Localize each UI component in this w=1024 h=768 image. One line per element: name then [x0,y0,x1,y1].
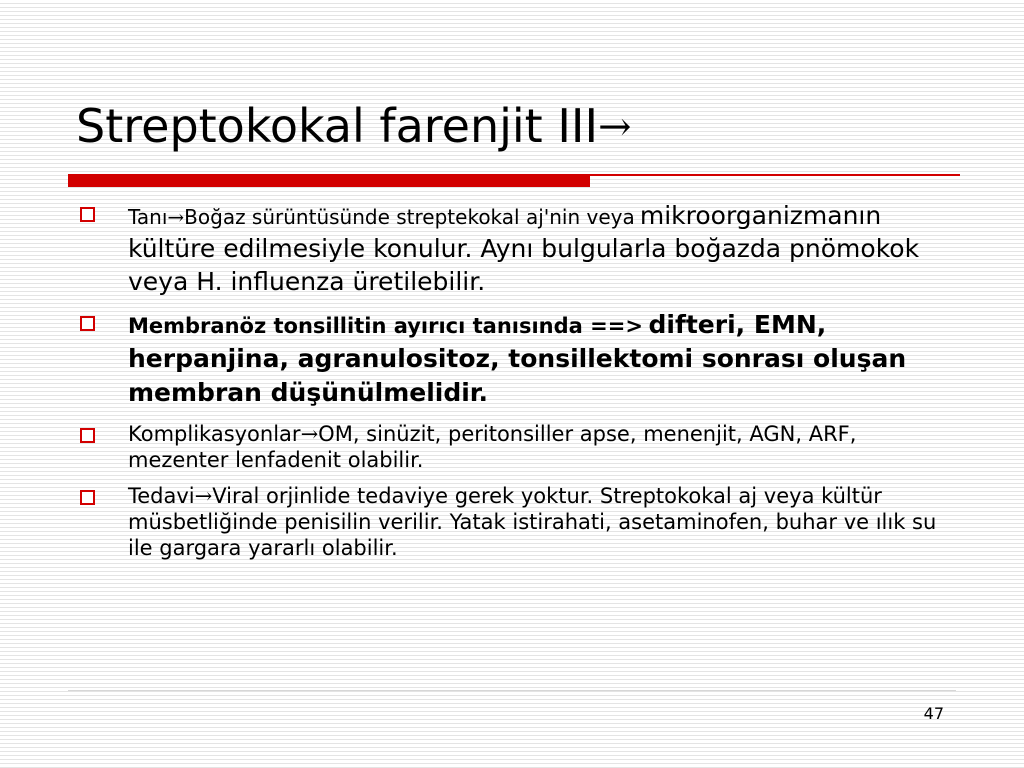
bullet-text [128,421,956,473]
bullet-body-text: difteri, EMN, herpanjina, agranulositoz, tonsillektomi sonrası oluşan membran düşünülmelidir. [128,310,907,407]
bullet-list [76,200,956,571]
bullet-body-text: Viral orjinlide tedaviye gerek yoktur. Streptokokal aj veya kültür müsbetliğinde penisilin verilir. Yatak istirahati, asetaminofen, buhar ve ılık su ile gargara yararlı olabilir. [128,484,937,560]
bullet-text [128,483,956,561]
right-arrow-icon: → [167,205,185,229]
footer-divider [68,690,956,691]
bullet-item-complications [76,421,956,473]
slide-title-text: Streptokokal farenjit III [76,99,599,153]
square-bullet-icon [80,207,95,222]
bullet-body-text: OM, sinüzit, peritonsiller apse, menenjit, AGN, ARF, mezenter lenfadenit olabilir. [128,422,857,472]
right-arrow-icon: → [194,484,213,508]
bullet-body-text: mikroorganizmanın kültüre edilmesiyle konulur. Aynı bulgularla boğazda pnömokok veya H. influenza üretilebilir. [128,201,920,296]
slide-title [76,100,632,153]
bullet-lead-label: Komplikasyonlar [128,422,301,446]
title-accent-bar [68,174,590,187]
right-arrow-icon: → [300,422,319,446]
square-bullet-icon [80,316,95,331]
bullet-lead-text: Boğaz sürüntüsünde streptekokal aj'nin veya [184,205,635,229]
bullet-lead-label: Tedavi [128,484,195,508]
bullet-lead-text: Membranöz tonsillitin ayırıcı tanısında ==> [128,314,643,338]
bullet-lead-label: Tanı [128,205,168,229]
page-number: 47 [923,704,944,723]
bullet-item-treatment [76,483,956,561]
right-arrow-icon: → [598,104,632,150]
bullet-item-diagnosis [76,200,956,299]
bullet-text [128,200,956,299]
square-bullet-icon [80,428,95,443]
square-bullet-icon [80,490,95,505]
bullet-item-differential [76,309,956,411]
bullet-text [128,309,956,411]
